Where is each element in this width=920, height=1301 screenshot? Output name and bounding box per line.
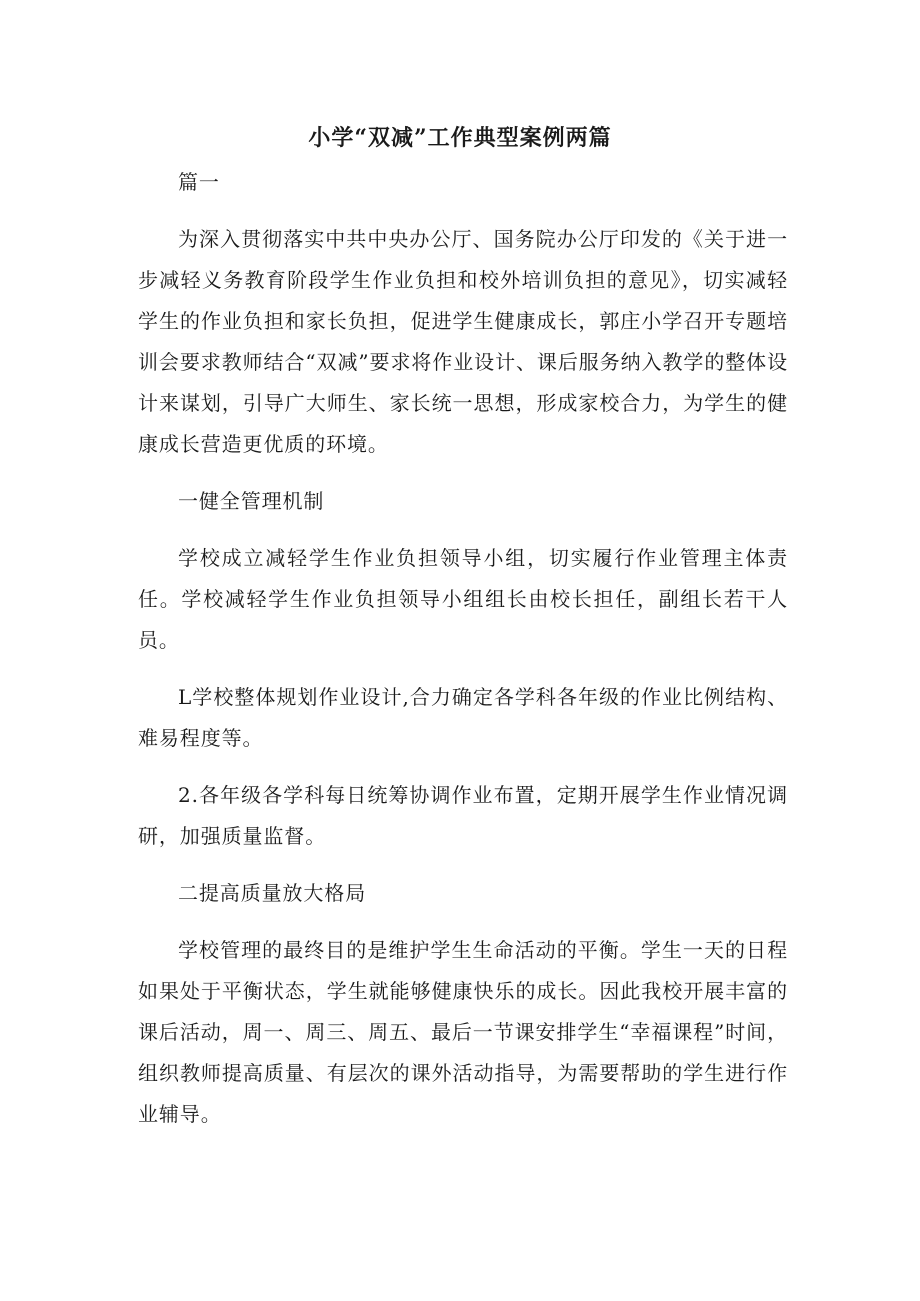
document-body: [138, 162, 788, 1151]
section-1-item-2: 2.各年级各学科每日统筹协调作业布置，定期开展学生作业情况调研，加强质量监督。: [138, 783, 788, 848]
section-1-heading: 一健全管理机制: [178, 489, 325, 513]
section-1-item-1: L学校整体规划作业设计,合力确定各学科各年级的作业比例结构、难易程度等。: [138, 685, 788, 750]
section-2-heading: 二提高质量放大格局: [178, 881, 367, 905]
section-1-paragraph: 学校成立减轻学生作业负担领导小组，切实履行作业管理主体责任。学校减轻学生作业负担领导小组组长由校长担任，副组长若干人员。: [138, 546, 788, 652]
document-title: 小学“双减”工作典型案例两篇: [308, 125, 612, 151]
part-label: 篇一: [178, 170, 220, 194]
intro-paragraph: 为深入贯彻落实中共中央办公厅、国务院办公厅印发的《关于进一步减轻义务教育阶段学生作业负担和校外培训负担的意见》，切实减轻学生的作业负担和家长负担，促进学生健康成长，郭庄小学召开专题培训会要求教师结合“双减”要求将作业设计、课后服务纳入教学的整体设计来谋划，引导广大师生、家长统一思想，形成家校合力，为学生的健康成长营造更优质的环境。: [138, 227, 788, 456]
section-2-paragraph: 学校管理的最终目的是维护学生生命活动的平衡。学生一天的日程如果处于平衡状态，学生就能够健康快乐的成长。因此我校开展丰富的课后活动，周一、周三、周五、最后一节课安排学生“幸福课程”时间，组织教师提高质量、有层次的课外活动指导，为需要帮助的学生进行作业辅导。: [138, 938, 788, 1126]
